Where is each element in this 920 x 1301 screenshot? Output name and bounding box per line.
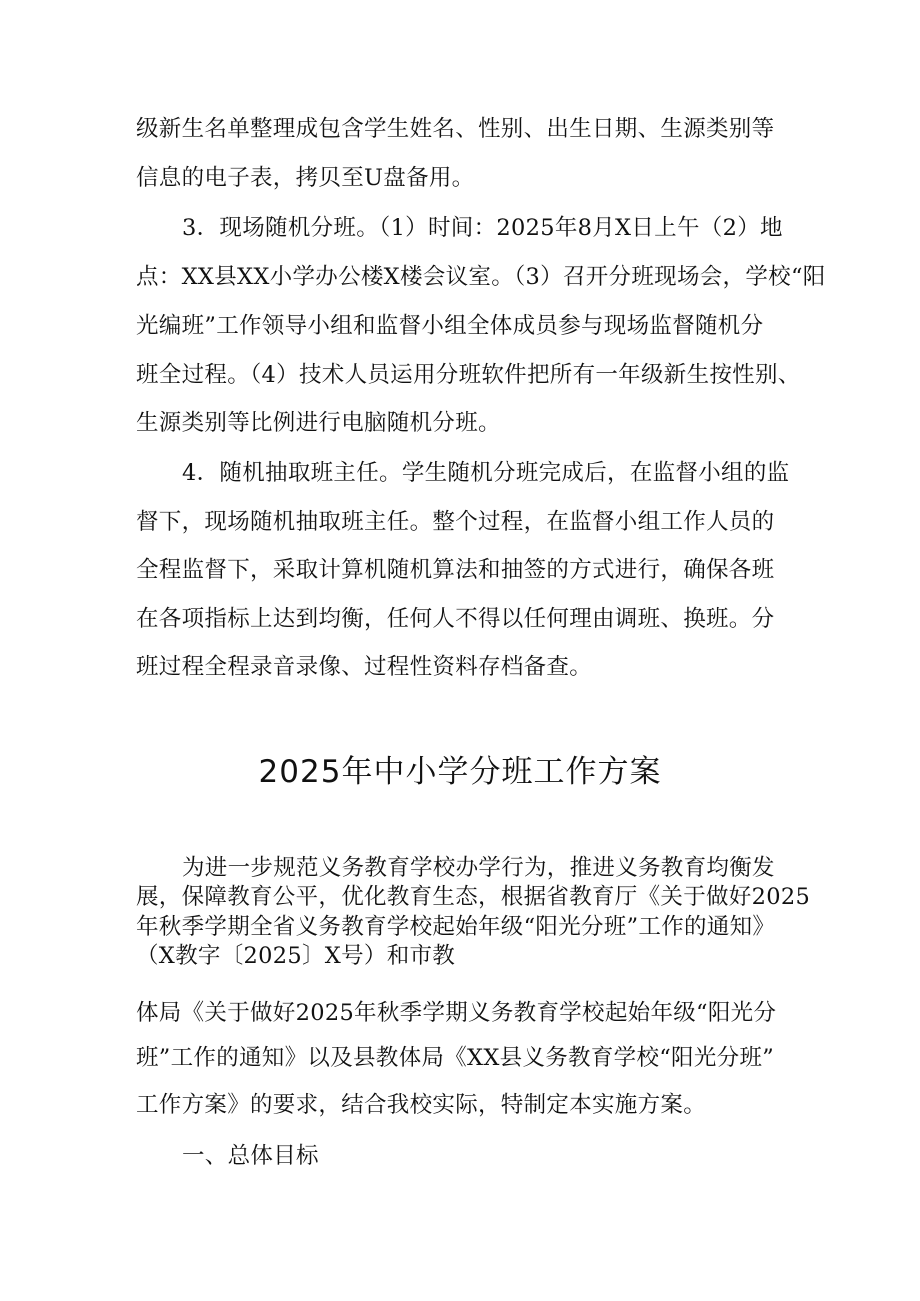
body-text-line: 工作方案》的要求，结合我校实际，特制定本实施方案。 (136, 1092, 707, 1118)
body-text-line: 在各项指标上达到均衡，任何人不得以任何理由调班、换班。分 (136, 606, 775, 632)
body-text-line: 信息的电子表，拷贝至U盘备用。 (136, 165, 475, 191)
body-text-line: 班全过程。（4）技术人员运用分班软件把所有一年级新生按性别、 (136, 362, 801, 388)
body-text-line: 3．现场随机分班。（1）时间：2025年8月X日上午（2）地 (182, 215, 783, 241)
body-text-line: 体局《关于做好2025年秋季学期义务教育学校起始年级“阳光分 (136, 1000, 777, 1026)
body-text-line: 班”工作的通知》以及县教体局《XX县义务教育学校“阳光分班” (136, 1045, 775, 1071)
body-text-line: 为进一步规范义务教育学校办学行为，推进义务教育均衡发 (182, 855, 775, 881)
body-text-line: 级新生名单整理成包含学生姓名、性别、出生日期、生源类别等 (136, 116, 775, 142)
document-title: 2025年中小学分班工作方案 (258, 754, 662, 790)
body-text-line: 光编班”工作领导小组和监督小组全体成员参与现场监督随机分 (136, 313, 764, 339)
body-text-line: 全程监督下，采取计算机随机算法和抽签的方式进行，确保各班 (136, 557, 775, 583)
body-text-line: 展，保障教育公平，优化教育生态，根据省教育厅《关于做好2025 (136, 884, 811, 910)
body-text-line: （X教字〔2025〕X号）和市教 (136, 943, 456, 969)
body-text-line: 4．随机抽取班主任。学生随机分班完成后，在监督小组的监 (182, 460, 790, 486)
body-text-line: 生源类别等比例进行电脑随机分班。 (136, 410, 501, 436)
body-text-line: 班过程全程录音录像、过程性资料存档备查。 (136, 654, 593, 680)
body-text-line: 点：XX县XX小学办公楼X楼会议室。（3）召开分班现场会，学校“阳 (136, 264, 826, 290)
body-text-line: 督下，现场随机抽取班主任。整个过程，在监督小组工作人员的 (136, 509, 775, 535)
body-text-line: 年秋季学期全省义务教育学校起始年级“阳光分班”工作的通知》 (136, 914, 776, 940)
section-heading: 一、总体目标 (182, 1143, 319, 1169)
